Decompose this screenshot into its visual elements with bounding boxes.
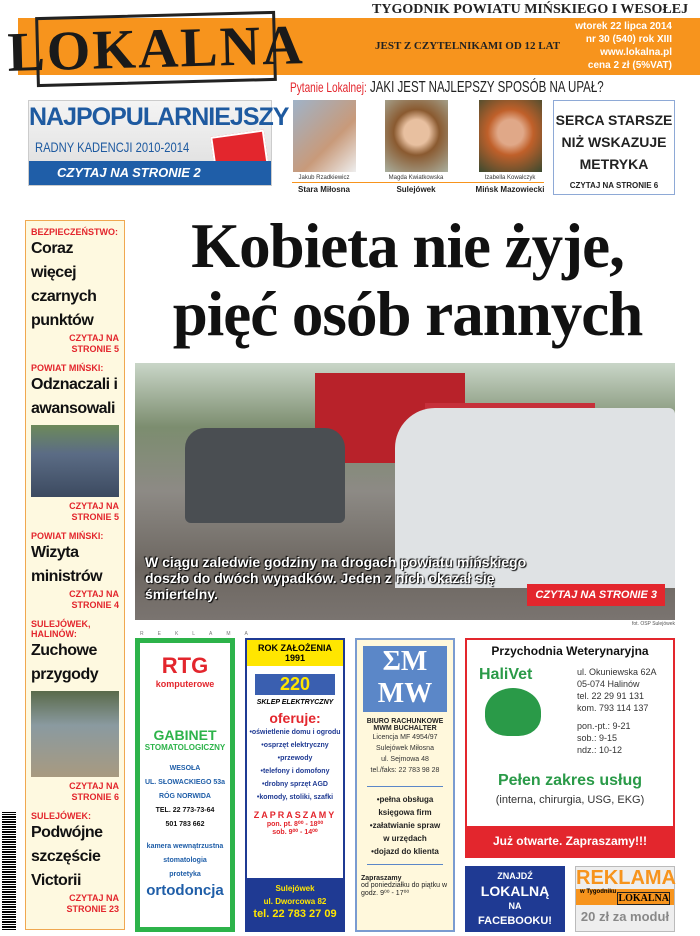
ad-text: NA (508, 901, 522, 911)
ad-text: Licencja MF 4954/97 (372, 734, 438, 741)
ad-text: LOKALNA (618, 893, 669, 904)
person-name: Izabella Kowalczyk (484, 175, 536, 181)
person-town: Sulejówek (396, 185, 436, 194)
read-more: CZYTAJ NA STRONIE 5 (69, 501, 119, 522)
ad-text: STOMATOLOGICZNY (144, 743, 226, 752)
ad-text: BIURO RACHUNKOWE MWM BUCHALTER (366, 718, 444, 732)
promo-najpopularniejszy[interactable] (28, 100, 289, 186)
read-more: CZYTAJ NA STRONIE 4 (69, 589, 119, 610)
ad-text: ndz.: 10-12 (577, 745, 623, 755)
person-photo (479, 100, 542, 172)
tagline: JEST Z CZYTELNIKAMI OD 12 LAT (375, 40, 561, 52)
section-label: BEZPIECZEŃSTWO: (31, 227, 118, 237)
ad-text: sob. 9⁰⁰ - 14⁰⁰ (272, 829, 318, 836)
person-photo (385, 100, 448, 172)
ad-text: komputerowe (155, 679, 215, 689)
person-photo (293, 100, 356, 172)
website[interactable]: www.lokalna.pl (600, 47, 672, 58)
ad-text: (interna, chirurgia, USG, EKG) (495, 794, 645, 806)
issue-info (575, 20, 672, 72)
tooth-icon (140, 689, 230, 727)
ad-item: •telefony i domofony (260, 768, 330, 775)
story-headline: Podwójne szczęście Victorii (31, 824, 103, 889)
ad-item: •komody, stoliki, szafki (256, 794, 334, 801)
ad-item: •dojazd do klienta (371, 847, 439, 856)
ad-text: WESOŁA (169, 765, 201, 772)
ad-text: pon.-pt.: 9-21 (577, 721, 631, 731)
price: cena 2 zł (5%VAT) (587, 60, 672, 71)
ad-text: UL. SŁOWACKIEGO 53a (144, 779, 226, 786)
scouts-photo (31, 691, 119, 777)
sidebar-story[interactable] (31, 363, 119, 523)
ad-item: •pełna obsługa księgowa firm (376, 795, 434, 817)
story-headline: Odznaczali i awansowali (31, 376, 118, 417)
ad-text: ul. Dworcowa 82 (263, 897, 327, 906)
promo-serca[interactable] (553, 100, 675, 195)
lead-cta[interactable]: CZYTAJ NA STRONIE 3 (527, 584, 665, 606)
ad-self-promo[interactable] (575, 866, 675, 932)
ad-halivet[interactable] (465, 638, 675, 858)
ad-item: •załatwianie spraw w urzędach (369, 821, 441, 843)
ad-text: RTG (161, 653, 209, 678)
ad-text: SKLEP ELEKTRYCZNY (256, 699, 334, 706)
ad-list (247, 726, 343, 804)
ad-text: ROK ZAŁOŻENIA 1991 (247, 640, 343, 666)
ad-text: sob.: 9-15 (577, 733, 618, 743)
question (290, 78, 604, 97)
story-headline: Wizyta ministrów (31, 544, 103, 585)
ad-text: REKLAMA (576, 867, 676, 889)
story-headline: Coraz więcej czarnych punktów (31, 240, 97, 329)
section-label: POWIAT MIŃSKI: (31, 363, 104, 373)
ad-text: tel. 22 783 27 09 (253, 908, 337, 920)
ad-text: ul. Okuniewska 62A (577, 667, 657, 677)
read-more: CZYTAJ NA STRONIE 6 (69, 781, 119, 802)
ads-label: REKLAMA (140, 631, 262, 637)
ad-text: ZAPRASZAMY (253, 810, 337, 820)
ad-text: Przychodnia Weterynaryjna (491, 644, 649, 658)
ad-text: Sulejówek Miłosna (376, 745, 434, 752)
ad-text: tel. 22 29 91 131 (577, 691, 645, 701)
person-name: Jakub Rzadkiewicz (298, 175, 350, 181)
ad-item: •drobny sprzęt AGD (262, 781, 328, 788)
ad-text: od poniedziałku do piątku w godz. 9⁰⁰ - 17⁰⁰ (361, 882, 448, 897)
question-text: JAKI JEST NAJLEPSZY SPOSÓB NA UPAŁ? (369, 79, 604, 96)
promo-cta: CZYTAJ NA STRONIE 2 (29, 161, 271, 185)
ad-text: stomatologia (163, 857, 207, 864)
ad-text: ul. Sejmowa 48 (381, 756, 429, 763)
facebook-promo[interactable] (465, 866, 565, 932)
section-label: SULEJÓWEK: (31, 811, 92, 821)
photo-credit: fot. OSP Sulejówek (632, 621, 675, 627)
sidebar-story[interactable] (31, 227, 119, 355)
sidebar-story[interactable] (31, 619, 119, 803)
person-name: Magda Kwiatkowska (388, 175, 444, 181)
ad-text: LOKALNĄ (480, 883, 550, 899)
ad-220-shop[interactable] (245, 638, 345, 932)
read-more: CZYTAJ NA STRONIE 23 (66, 893, 119, 914)
promo-title: NAJPOPULARNIEJSZY (29, 103, 289, 131)
police-photo (31, 425, 119, 497)
ad-text: GABINET (153, 727, 217, 743)
sidebar (25, 220, 125, 930)
ad-text: kamera wewnątrzustna (146, 843, 224, 850)
wrecked-car (185, 428, 345, 523)
promo-cta: CZYTAJ NA STRONIE 6 (569, 181, 659, 190)
person-town: Mińsk Mazowiecki (475, 185, 545, 194)
barcode (2, 812, 16, 930)
ad-text: tel./faks: 22 783 98 28 (370, 767, 440, 774)
ad-text: Zapraszamy (361, 875, 402, 882)
ad-text: ortodoncja (146, 882, 224, 899)
sidebar-story[interactable] (31, 811, 119, 915)
ad-text: 220 (255, 674, 335, 695)
ad-text: Pełen zakres usług (497, 772, 643, 789)
ad-text: FACEBOOKU! (478, 915, 552, 927)
ad-mwm-accounting[interactable] (355, 638, 455, 932)
story-headline: Zuchowe przygody (31, 642, 99, 683)
lead-caption: W ciągu zaledwie godziny na drogach powiatu mińskiego doszło do dwóch wypadków. Jeden z nich okazał się śmiertelny. (145, 554, 527, 602)
ad-text: Już otwarte. Zapraszamy!!! (467, 826, 673, 856)
ad-text: 20 zł za moduł (580, 909, 670, 924)
lead-headline[interactable]: Kobieta nie żyje, pięć osób rannych (172, 211, 643, 349)
ad-item: •oświetlenie domu i ogrodu (249, 729, 341, 736)
issue: nr 30 (540) rok XIII (585, 34, 672, 45)
ad-text: RÓG NORWIDA (159, 793, 211, 800)
ad-rtg-dentist[interactable] (135, 638, 235, 932)
ad-text: protetyka (169, 871, 201, 878)
ad-text: kom. 793 114 137 (577, 703, 649, 713)
ad-item: •przewody (277, 755, 313, 762)
section-label: SULEJÓWEK, HALINÓW: (31, 619, 91, 639)
ad-text: TEL. 22 773-73-64 (155, 807, 215, 814)
subtitle: TYGODNIK POWIATU MIŃSKIEGO I WESOŁEJ (372, 2, 689, 17)
ad-item: •osprzęt elektryczny (261, 742, 329, 749)
lead-photo (135, 363, 675, 620)
promo-subtitle: RADNY KADENCJI 2010-2014 (35, 139, 190, 155)
halivet-logo: HaliVet (479, 666, 533, 683)
ad-text: w Tygodniku (580, 889, 617, 895)
question-label: Pytanie Lokalnej: (290, 79, 367, 95)
read-more: CZYTAJ NA STRONIE 5 (69, 333, 119, 354)
ad-text: pon. pt. 8⁰⁰ - 18⁰⁰ (266, 821, 324, 828)
ad-text: ZNAJDŹ (497, 871, 533, 881)
divider (292, 182, 544, 183)
ad-text: 501 783 662 (165, 821, 205, 828)
date: wtorek 22 lipca 2014 (575, 21, 672, 32)
person-town: Stara Miłosna (297, 185, 350, 194)
sidebar-story[interactable] (31, 531, 119, 611)
ad-text: Sulejówek (275, 884, 315, 893)
ad-text: oferuje: (269, 710, 321, 726)
dog-icon (485, 688, 541, 736)
promo-title: SERCA STARSZE NIŻ WSKAZUJE METRYKA (555, 112, 673, 172)
section-label: POWIAT MIŃSKI: (31, 531, 104, 541)
logo: LOKALNA (35, 11, 277, 87)
ad-text: 05-074 Halinów (577, 679, 640, 689)
mwm-logo: ΣM MW (363, 646, 447, 712)
